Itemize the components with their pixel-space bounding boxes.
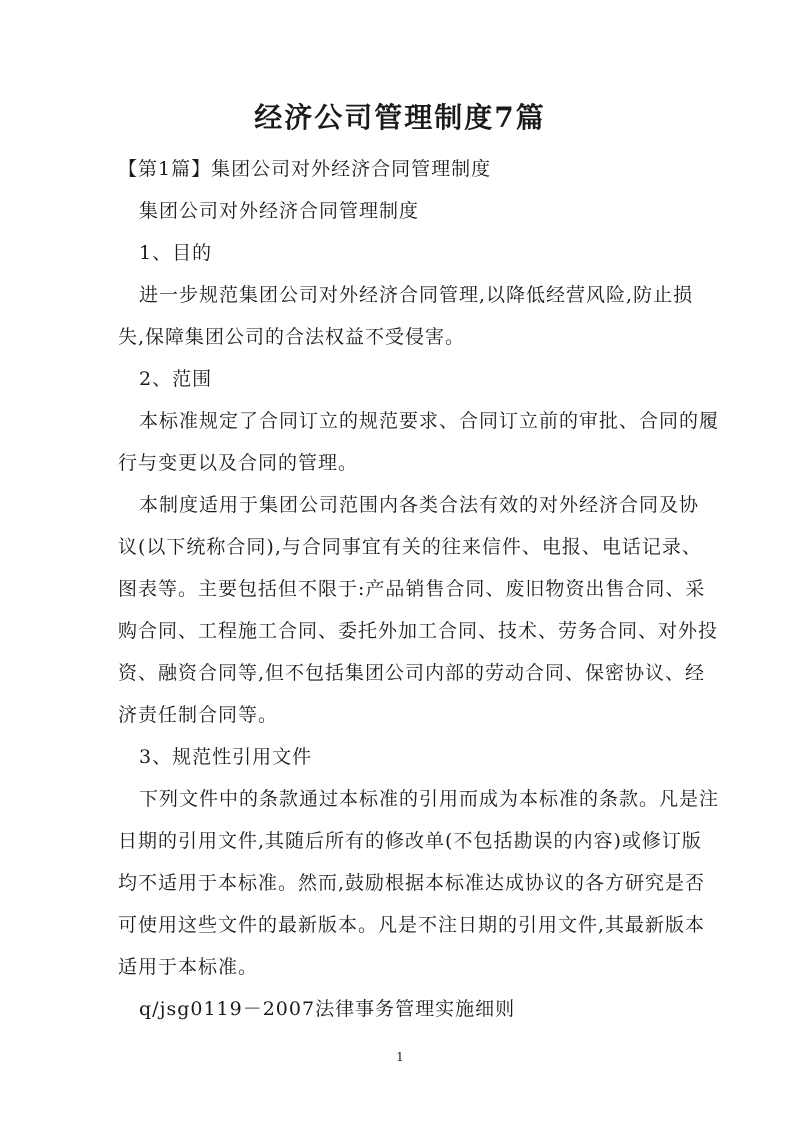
paragraph bbox=[118, 778, 720, 988]
paragraph-line: 1、目的 bbox=[139, 242, 213, 264]
document-body bbox=[118, 148, 720, 1030]
paragraph bbox=[118, 736, 684, 778]
paragraph-line: 可使用这些文件的最新版本。凡是不注日期的引用文件,其最新版本 bbox=[118, 914, 706, 936]
paragraph-line: q/jsg0119－2007法律事务管理实施细则 bbox=[139, 998, 516, 1020]
paragraph-line: 失,保障集团公司的合法权益不受侵害。 bbox=[118, 326, 466, 348]
paragraph-line: 进一步规范集团公司对外经济合同管理,以降低经营风险,防止损 bbox=[139, 284, 694, 306]
page-title: 经济公司管理制度7篇 bbox=[254, 101, 546, 134]
paragraph bbox=[118, 400, 720, 484]
paragraph bbox=[118, 358, 684, 400]
page-number: 1 bbox=[396, 1050, 404, 1064]
paragraph bbox=[118, 988, 684, 1030]
paragraph-line: 济责任制合同等。 bbox=[118, 704, 279, 726]
paragraph-line: 购合同、工程施工合同、委托外加工合同、技术、劳务合同、对外投 bbox=[118, 620, 719, 642]
paragraph-line: 适用于本标准。 bbox=[118, 956, 259, 978]
paragraph-line: 日期的引用文件,其随后所有的修改单(不包括勘误的内容)或修订版 bbox=[118, 830, 702, 852]
paragraph-list bbox=[118, 190, 720, 1030]
paragraph-line: 下列文件中的条款通过本标准的引用而成为本标准的条款。凡是注 bbox=[139, 788, 720, 810]
paragraph-line: 行与变更以及合同的管理。 bbox=[118, 452, 359, 474]
paragraph bbox=[118, 484, 719, 736]
paragraph-line: 集团公司对外经济合同管理制度 bbox=[139, 200, 420, 222]
paragraph-line: 本标准规定了合同订立的规范要求、合同订立前的审批、合同的履 bbox=[139, 410, 720, 432]
paragraph bbox=[118, 274, 694, 358]
paragraph-line: 均不适用于本标准。然而,鼓励根据本标准达成协议的各方研究是否 bbox=[118, 872, 706, 894]
paragraph-line: 议(以下统称合同),与合同事宜有关的往来信件、电报、电话记录、 bbox=[118, 536, 702, 558]
paragraph-line: 本制度适用于集团公司范围内各类合法有效的对外经济合同及协 bbox=[139, 494, 700, 516]
paragraph-line: 3、规范性引用文件 bbox=[139, 746, 313, 768]
section-heading: 【第1篇】集团公司对外经济合同管理制度 bbox=[118, 158, 492, 180]
paragraph-line: 图表等。主要包括但不限于:产品销售合同、废旧物资出售合同、采 bbox=[118, 578, 706, 600]
paragraph bbox=[118, 232, 684, 274]
paragraph-line: 资、融资合同等,但不包括集团公司内部的劳动合同、保密协议、经 bbox=[118, 662, 706, 684]
paragraph bbox=[118, 190, 684, 232]
paragraph-line: 2、范围 bbox=[139, 368, 213, 390]
